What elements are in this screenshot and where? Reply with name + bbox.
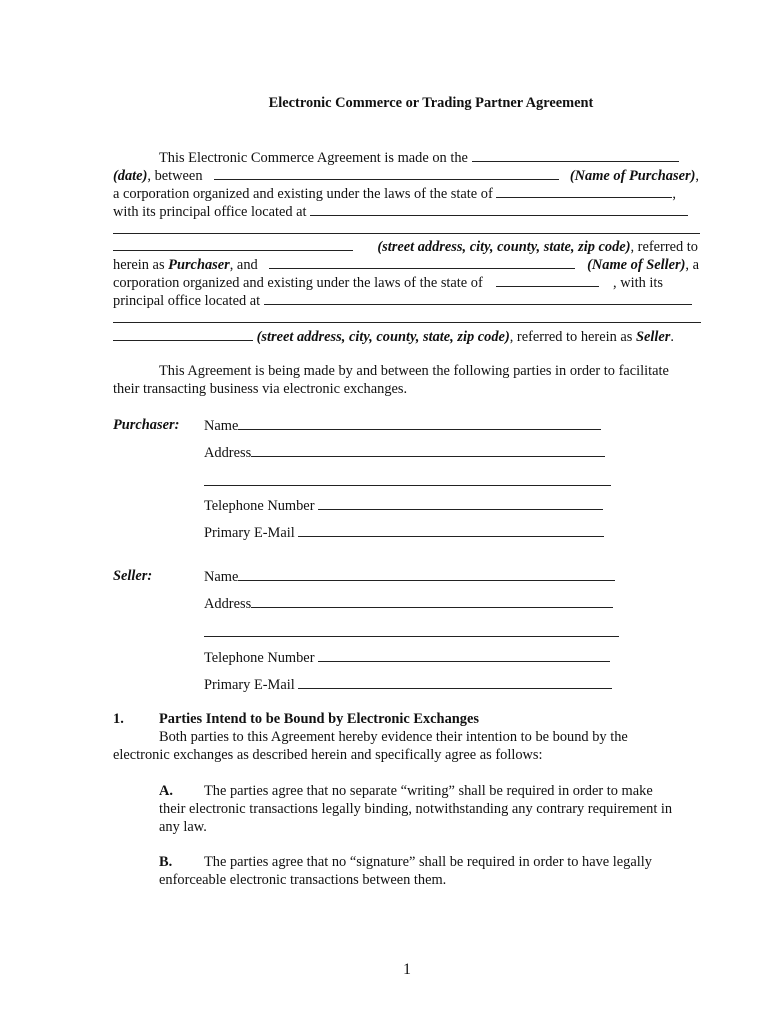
seller-address-line[interactable] <box>113 322 701 323</box>
purpose-line-1: This Agreement is being made by and between the following parties in order to facilitate <box>159 363 669 379</box>
intro-line-11: (street address, city, county, state, zip code), referred to herein as Seller. <box>113 327 674 346</box>
section-1-para-line-2: electronic exchanges as described herein and specifically agree as follows: <box>113 747 543 763</box>
purchaser-address-field[interactable] <box>251 443 605 457</box>
purchaser-name-field[interactable] <box>238 416 601 430</box>
purchaser-name-row: Name <box>204 416 601 435</box>
clause-b-line-2: enforceable electronic transactions between them. <box>159 872 447 888</box>
seller-email-row: Primary E-Mail <box>204 675 612 694</box>
document-title: Electronic Commerce or Trading Partner Agreement <box>268 95 594 111</box>
intro-line-6: (street address, city, county, state, zip code), referred to <box>113 237 698 256</box>
purchaser-telephone-field[interactable] <box>318 496 603 510</box>
intro-line-9: principal office located at <box>113 291 692 310</box>
intro-line-4: with its principal office located at <box>113 202 688 221</box>
clause-a-line-1: The parties agree that no separate “writing” shall be required in order to make <box>204 783 653 799</box>
purchaser-street-blank[interactable] <box>113 237 353 251</box>
date-blank[interactable] <box>472 148 679 162</box>
seller-name-blank[interactable] <box>269 255 575 269</box>
seller-address-field[interactable] <box>251 594 613 608</box>
purpose-line-2: their transacting business via electronic exchanges. <box>113 381 408 397</box>
intro-line-8: corporation organized and existing under the laws of the state of , with its <box>113 275 663 291</box>
seller-name-field[interactable] <box>238 567 615 581</box>
seller-address-row: Address <box>204 594 613 613</box>
purchaser-state-blank[interactable] <box>496 184 672 198</box>
seller-telephone-row: Telephone Number <box>204 648 610 667</box>
purchaser-email-row: Primary E-Mail <box>204 523 604 542</box>
purchaser-telephone-row: Telephone Number <box>204 496 603 515</box>
clause-b-label: B. <box>159 854 173 870</box>
seller-address-field-2[interactable] <box>204 636 619 637</box>
section-1-heading: Parties Intend to be Bound by Electronic Exchanges <box>159 711 479 727</box>
purchaser-address-field-2[interactable] <box>204 485 611 486</box>
seller-label: Seller: <box>113 568 153 584</box>
purchaser-office-blank[interactable] <box>310 202 688 216</box>
page-number: 1 <box>403 961 411 978</box>
section-1-para-line-1: Both parties to this Agreement hereby evidence their intention to be bound by the <box>159 729 628 745</box>
purchaser-address-line[interactable] <box>113 233 700 234</box>
purchaser-email-field[interactable] <box>298 523 604 537</box>
clause-b-line-1: The parties agree that no “signature” shall be required in order to have legally <box>204 854 652 870</box>
seller-street-blank[interactable] <box>113 327 253 341</box>
intro-line-2: (date), between (Name of Purchaser), <box>113 168 699 184</box>
intro-line-1: This Electronic Commerce Agreement is made on the <box>159 148 679 167</box>
seller-name-row: Name <box>204 567 615 586</box>
purchaser-label: Purchaser: <box>113 417 180 433</box>
clause-a-line-2: their electronic transactions legally binding, notwithstanding any contrary requirement in <box>159 801 673 817</box>
seller-telephone-field[interactable] <box>318 648 610 662</box>
intro-line-7: herein as Purchaser, and (Name of Seller), a <box>113 257 699 273</box>
section-1-number: 1. <box>113 711 124 727</box>
purchaser-name-blank[interactable] <box>214 166 559 180</box>
intro-line-3: a corporation organized and existing under the laws of the state of , <box>113 186 676 202</box>
clause-a-line-3: any law. <box>159 819 207 835</box>
seller-state-blank[interactable] <box>496 273 599 287</box>
clause-a-label: A. <box>159 783 173 799</box>
seller-email-field[interactable] <box>298 675 612 689</box>
seller-office-blank[interactable] <box>264 291 692 305</box>
purchaser-address-row: Address <box>204 443 605 462</box>
